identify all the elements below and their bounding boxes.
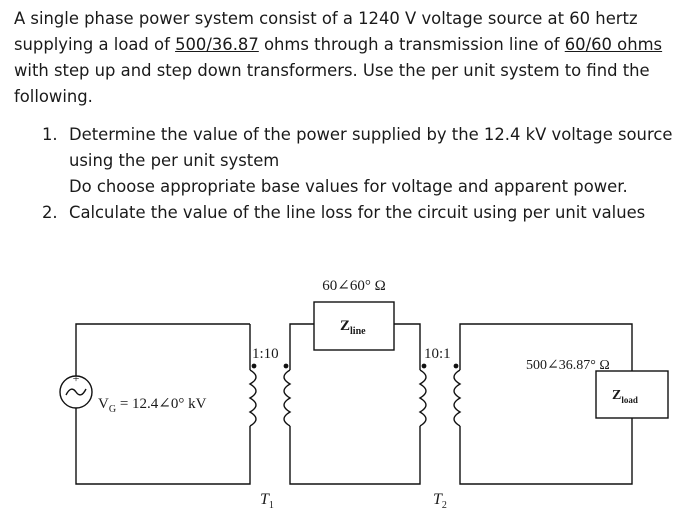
question-list bbox=[14, 122, 694, 226]
t2-secondary-coil bbox=[454, 370, 460, 426]
t2-primary-coil bbox=[420, 370, 426, 426]
t1-primary-coil bbox=[250, 370, 256, 426]
load-value-underlined: 500/36.87 bbox=[175, 35, 259, 54]
question-line: Calculate the value of the line loss for the circuit using per unit values bbox=[69, 203, 646, 222]
t2-primary-dot bbox=[422, 364, 427, 369]
circuit-diagram bbox=[0, 258, 700, 526]
t1-primary-dot bbox=[252, 364, 257, 369]
line-impedance-value: 60∠60° Ω bbox=[322, 278, 386, 294]
intro-text-1: A single phase power system consist of a 1240 V voltage source at 60 hertz supplying a load of bbox=[14, 9, 638, 54]
question-2 bbox=[14, 200, 694, 226]
question-number: 2. bbox=[42, 203, 58, 222]
load-impedance-label: $Z_{load}$ bbox=[612, 388, 638, 405]
question-line: Do choose appropriate base values for voltage and apparent power. bbox=[69, 177, 628, 196]
t1-label: $T_1$ bbox=[260, 491, 274, 511]
t2-label: $T_2$ bbox=[433, 491, 447, 511]
question-line: Determine the value of the power supplied by the 12.4 kV voltage source bbox=[69, 125, 673, 144]
t2-ratio-label: 10:1 bbox=[424, 346, 451, 362]
t2-secondary-dot bbox=[454, 364, 459, 369]
question-1 bbox=[14, 122, 694, 200]
line-impedance-label: $Z_{line}$ bbox=[340, 318, 366, 337]
t1-secondary-dot bbox=[284, 364, 289, 369]
question-line: using the per unit system bbox=[69, 151, 280, 170]
intro-text-3: with step up and step down transformers. Use the per unit system to find the following. bbox=[14, 61, 650, 106]
t1-ratio-label: 1:10 bbox=[252, 346, 279, 362]
intro-text-2: ohms through a transmission line of bbox=[258, 35, 565, 54]
question-number: 1. bbox=[42, 125, 58, 144]
problem-intro bbox=[14, 6, 694, 110]
t1-secondary-coil bbox=[284, 370, 290, 426]
load-impedance-value: 500∠36.87° Ω bbox=[526, 358, 610, 373]
source-polarity-plus: + bbox=[72, 371, 80, 385]
line-value-underlined: 60/60 ohms bbox=[564, 35, 663, 54]
source-label: $V_G$ = 12.4∠0° kV bbox=[98, 396, 207, 415]
problem-statement bbox=[14, 6, 694, 226]
